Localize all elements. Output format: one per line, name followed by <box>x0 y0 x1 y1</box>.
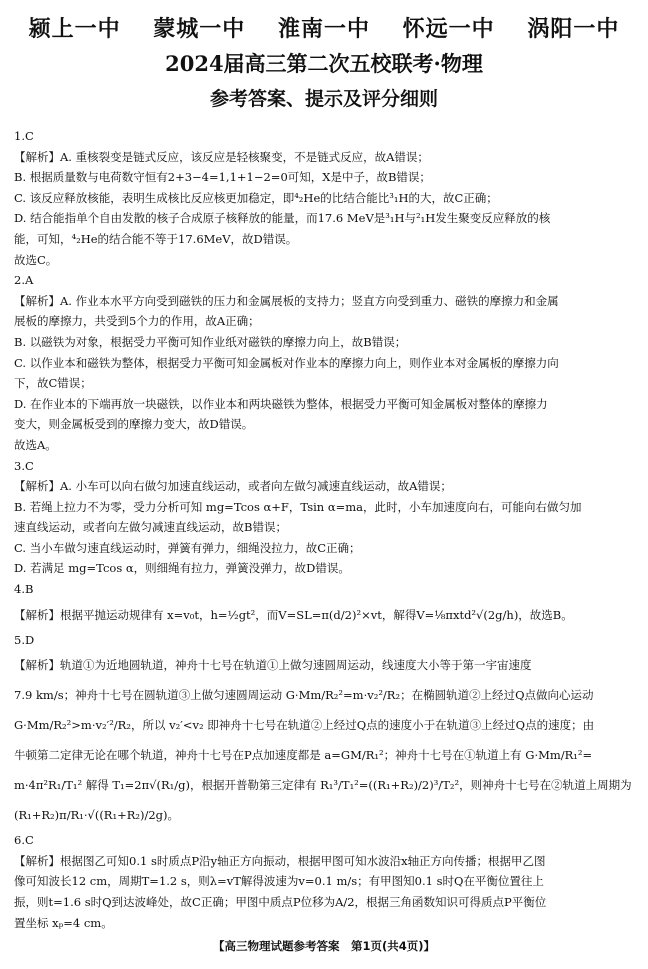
document-subtitle: 参考答案、提示及评分细则 <box>209 88 438 110</box>
explanation-line: D. 若满足 mg=Tcos α，则细绳有拉力，弹簧没弹力，故D错误。 <box>14 561 350 576</box>
explanation-line: D. 在作业本的下端再放一块磁铁，以作业本和两块磁铁为整体，根据受力平衡可知金属板对整体的摩擦力 <box>14 396 548 411</box>
question-answer-number: 5.D <box>14 632 35 647</box>
explanation-line: 牛顿第二定律无论在哪个轨道，神舟十七号在P点加速度都是 a=GM/R₁²；神舟十七号在①轨道上有 G·Mm/R₁²= <box>14 748 593 763</box>
explanation-line: 振，则t=1.6 s时Q到达波峰处，故C正确；甲图中质点P位移为A/2，根据三角函数知识可得质点P平衡位 <box>14 895 547 910</box>
explanation-line: C. 该反应释放核能，表明生成核比反应核更加稳定，即⁴₂He的比结合能比³₁H的大，故C正确； <box>14 190 498 205</box>
explanation-line: C. 当小车做匀速直线运动时，弹簧有弹力，细绳没拉力，故C正确； <box>14 540 361 555</box>
explanation-line: 置坐标 xₚ=4 cm。 <box>14 915 113 930</box>
explanation-line: B. 以磁铁为对象，根据受力平衡可知作业纸对磁铁的摩擦力向上，故B错误； <box>14 334 407 349</box>
question-block <box>14 630 634 831</box>
explanation-line: C. 以作业本和磁铁为整体，根据受力平衡可知金属板对作业本的摩擦力向上，则作业本对金属板的摩擦力向 <box>14 355 559 370</box>
explanation-line: B. 若绳上拉力不为零，受力分析可知 mg=Tcos α+F，Tsin α=ma，此时，小车加速度向右，可能向右做匀加 <box>14 499 582 514</box>
explanation-line: 故选A。 <box>14 437 57 452</box>
school-name: 怀远一中 <box>402 17 495 42</box>
question-answer-number: 2.A <box>14 273 34 288</box>
answer-content <box>14 126 634 933</box>
explanation-line: 【解析】根据图乙可知0.1 s时质点P沿y轴正方向振动，根据甲图可知水波沿x轴正方向传播；根据甲乙图 <box>14 853 546 868</box>
explanation-line: 能，可知，⁴₂He的结合能不等于17.6MeV，故D错误。 <box>14 231 298 246</box>
explanation-line: 7.9 km/s；神舟十七号在圆轨道③上做匀速圆周运动 G·Mm/R₂²=m·v₂²/R₂；在椭圆轨道②上经过Q点做向心运动 <box>14 688 594 703</box>
school-name: 淮南一中 <box>277 17 370 42</box>
school-name: 蒙城一中 <box>153 17 246 42</box>
exam-title: 2024届高三第二次五校联考·物理 <box>165 51 483 76</box>
explanation-line: 展板的摩擦力，共受到5个力的作用，故A正确； <box>14 314 260 329</box>
explanation-line: B. 根据质量数与电荷数守恒有2+3−4=1,1+1−2=0可知，X是中子，故B错误； <box>14 170 431 185</box>
school-name: 涡阳一中 <box>527 17 620 42</box>
question-answer-number: 6.C <box>14 833 34 848</box>
explanation-line: 速直线运动，或者向左做匀减速直线运动，故B错误； <box>14 520 287 535</box>
school-name: 颍上一中 <box>28 17 121 42</box>
question-answer-number: 1.C <box>14 129 34 143</box>
explanation-line: 【解析】A. 小车可以向右做匀加速直线运动，或者向左做匀减速直线运动，故A错误； <box>14 479 452 494</box>
question-block <box>14 579 634 630</box>
explanation-line: 【解析】A. 重核裂变是链式反应，该反应是轻核聚变，不是链式反应，故A错误； <box>14 149 429 164</box>
explanation-line: 像可知波长12 cm，周期T=1.2 s，则λ=vT解得波速为v=0.1 m/s；有甲图知0.1 s时Q在平衡位置往上 <box>14 874 544 889</box>
explanation-line: 【解析】根据平抛运动规律有 x=v₀t，h=½gt²，而V=SL=π(d/2)²×vt，解得V=⅛πxtd²√(2g/h)，故选B。 <box>14 607 573 622</box>
explanation-line: 变大，则金属板受到的摩擦力变大，故D错误。 <box>14 417 254 432</box>
explanation-line: m·4π²R₁/T₁² 解得 T₁=2π√(R₁/g)，根据开普勒第三定律有 R₁³/T₁²=((R₁+R₂)/2)³/T₂²，则神舟十七号在②轨道上周期为 <box>14 778 632 793</box>
explanation-line: G·Mm/R₂²>m·v₂′²/R₂，所以 v₂′<v₂ 即神舟十七号在轨道②上经过Q点的速度小于在轨道③上经过Q点的速度；由 <box>14 718 595 733</box>
question-block <box>14 126 634 270</box>
explanation-line: (R₁+R₂)π/R₁·√((R₁+R₂)/2g)。 <box>14 808 180 823</box>
explanation-line: 下，故C错误； <box>14 376 92 391</box>
explanation-line: 【解析】轨道①为近地圆轨道，神舟十七号在轨道①上做匀速圆周运动，线速度大小等于第一宇宙速度 <box>14 658 532 673</box>
page-footer: 【高三物理试题参考答案 第1页(共4页)】 <box>212 939 435 953</box>
question-block <box>14 270 634 455</box>
question-block <box>14 456 634 580</box>
school-names <box>0 12 648 43</box>
question-block <box>14 830 634 933</box>
explanation-line: 【解析】A. 作业本水平方向受到磁铁的压力和金属展板的支持力；竖直方向受到重力、磁铁的摩擦力和金属 <box>14 293 559 308</box>
explanation-line: D. 结合能指单个自由发散的核子合成原子核释放的能量，而17.6 MeV是³₁H与²₁H发生聚变反应释放的核 <box>14 211 551 226</box>
explanation-line: 故选C。 <box>14 252 58 267</box>
question-answer-number: 3.C <box>14 458 34 473</box>
question-answer-number: 4.B <box>14 582 34 597</box>
